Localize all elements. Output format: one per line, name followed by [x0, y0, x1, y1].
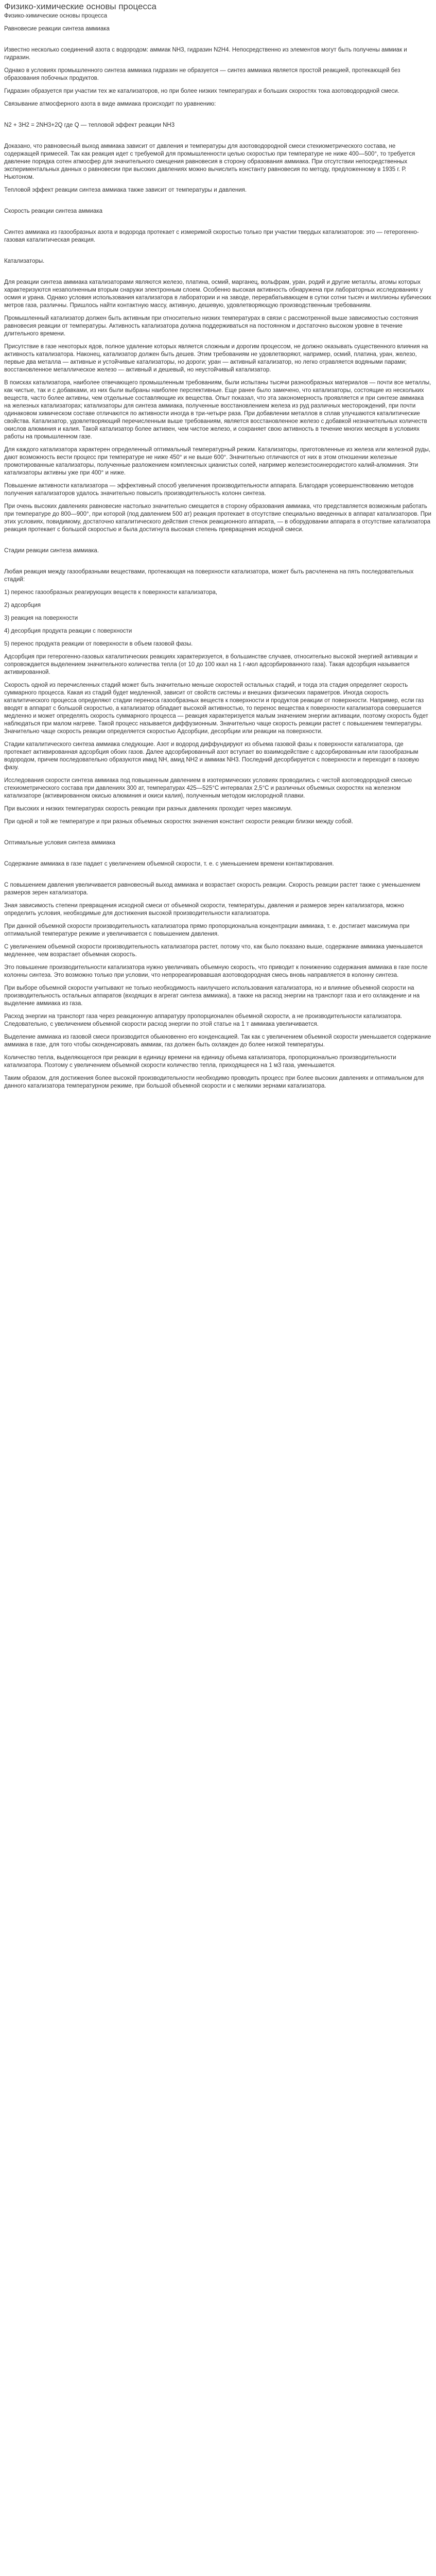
- paragraph: Это повышение производительности катализатора нужно увеличивать объемную скорость, что приводит к понижению содержания аммиака в газе после колонны синтеза. Это возможно только при условии, что непрореагировавшая азотоводородная смесь вновь направляется в колонну синтеза.: [4, 964, 428, 978]
- paragraph: С увеличением объемной скорости производительность катализатора растет, потому что, как было показано выше, содержание аммиака уменьшается медленнее, чем возрастает объемная скорость.: [4, 944, 423, 958]
- paragraph: Однако в условиях промышленного синтеза аммиака гидразин не образуется — синтез аммиака является простой реакцией, протекающей без образования побочных продуктов.: [4, 67, 400, 81]
- paragraph: При высоких и низких температурах скорость реакции при разных давлениях проходит через максимум.: [4, 806, 292, 812]
- paragraph: Любая реакция между газообразными веществами, протекающая на поверхности катализатора, может быть расчленена на пять последовательных стадий:: [4, 569, 414, 583]
- spacer: [4, 852, 432, 860]
- spacer: [4, 270, 432, 279]
- paragraph: Исследования скорости синтеза аммиака под повышенным давлением в изотермических условиях проводились с чистой азотоводородной смесью стехиометрического состава при давлениях 300 ат, температурах 425—525°С интервалах 2,5°С и различных объемных скоростях на железном катализаторе (активированном окисью алюминия и окиси калия), полученным методом кислородной плавки.: [4, 777, 412, 799]
- paragraph: Таким образом, для достижения более высокой производительности необходимо проводить процесс при более высоких давлениях и оптимальном для данного катализатора температурном режиме, при большой объемной скорости и с мелкими зернами катализатора.: [4, 1075, 424, 1089]
- paragraph: При одной и той же температуре и при разных объемных скоростях значения констант скорости реакции близки между собой.: [4, 819, 353, 825]
- paragraph: Стадии реакции синтеза аммиака.: [4, 548, 99, 554]
- paragraph: Катализаторы.: [4, 258, 45, 264]
- spacer: [4, 249, 432, 258]
- spacer: [4, 560, 432, 568]
- spacer: [4, 38, 432, 46]
- spacer: [4, 539, 432, 547]
- paragraph: Скорость реакции синтеза аммиака: [4, 208, 103, 214]
- paragraph: 5) перенос продукта реакции от поверхности в объем газовой фазы.: [4, 641, 193, 647]
- paragraph: Гидразин образуется при участии тех же катализаторов, но при более низких температурах и больших скоростях тока азотоводородной смеси.: [4, 88, 399, 94]
- paragraph: Зная зависимость степени превращения исходной смеси от объемной скорости, температуры, давления и размеров зерен катализатора, можно определить условия, необходимые для достижения высокой производительности катализатора.: [4, 903, 404, 917]
- paragraph: Тепловой эффект реакции синтеза аммиака также зависит от температуры и давления.: [4, 187, 247, 193]
- page-title: Физико-химические основы процесса: [4, 2, 156, 11]
- paragraph: Физико-химические основы процесса: [4, 13, 108, 19]
- spacer: [4, 221, 432, 229]
- article-page: [0, 0, 436, 1090]
- paragraph: При выборе объемной скорости учитывают не только необходимость наилучшего использования катализатора, но и влияние объемной скорости на производительность остальных аппаратов (входящих в агрегат синтеза аммиака), а также на расход энергии на транспорт газа и его охлаждение и на выделение аммиака из газа.: [4, 985, 420, 1007]
- paragraph: 4) десорбция продукта реакции с поверхности: [4, 628, 132, 634]
- paragraph: При данной объемной скорости производительность катализатора прямо пропорциональна концентрации аммиака, т. е. достигает максимума при оптимальной температуре режиме и увеличивается с повышением давления.: [4, 923, 410, 937]
- spacer: [4, 831, 432, 839]
- spacer: [4, 199, 432, 208]
- paragraph: Скорость одной из перечисленных стадий может быть значительно меньше скоростей остальных стадий, и тогда эта стадия определяет скорость суммарного процесса. Какая из стадий будет медленной, зависит от свойств системы и внешних физических параметров. Иногда скорость каталитического процесса определяют стадии переноса газообразных веществ к поверхности и продуктов реакции от поверхности. Например, если газ вводят в аппарат с большой скоростью, а катализатор обладает высокой активностью, то перенос вещества к поверхности катализатора совершается медленно и может определять скорость суммарного процесса — реакция характеризуется малым значением энергии активации, поэтому скорость будет наблюдаться при малом нагреве. Такой процесс называется диффузионным. Значительно чаще скорость реакции растет с повышением температуры. Значительно чаще скорость реакции определяется скоростью Адсорбции, десорбции или реакции на поверхности.: [4, 682, 428, 735]
- spacer: [4, 134, 432, 143]
- spacer: [4, 113, 432, 122]
- paragraph: Доказано, что равновесный выход аммиака зависит от давления и температуры для азотоводородной смеси стехиометрического состава, не содержащей примесей. Так как реакция идет с требуемой для промышленности целью скоростью при температуре не ниже 400—500°, то требуется давление порядка сотен атмосфер для значительного смещения равновесия в сторону образования аммиака. При отсутствии непосредственных экспериментальных данных о равновесии при высоких давлениях можно вычислить константу равновесия по методу, предложенному в 1935 г. Р. Ньютоном.: [4, 143, 415, 180]
- paragraph: Адсорбция при гетерогенно-газовых каталитических реакциях характеризуется, в большинстве случаев, относительно высокой энергией активации и сопровождается выделением значительного количества тепла (от 10 до 100 ккал на 1 г-мол адсорбированного газа). Такая адсорбция называется активированной.: [4, 654, 418, 675]
- article-body: [4, 12, 432, 1090]
- paragraph: Присутствие в газе некоторых ядов, полное удаление которых является сложным и дорогим процессом, не должно оказывать существенного влияния на активность катализатора. Наконец, катализатор должен быть дешев. Этим требованиям не удовлетворяют, например, осмий, платина, уран, железо, первые два металла — активные и устойчивые катализаторы, но дороги; уран — активный катализатор, но легко отравляется водяными парами; восстановленное металлическое железо — активный и дешевый, но неустойчивый катализатор.: [4, 344, 428, 373]
- paragraph: Синтез аммиака из газообразных азота и водорода протекает с измеримой скоростью только при участии твердых катализаторов: это — гетерогенно-газовая каталитическая реакция.: [4, 229, 419, 243]
- paragraph: При очень высоких давлениях равновесие настолько значительно смещается в сторону образования аммиака, что представляется возможным работать при температуре до 800—900°, при которой (под давлением 500 ат) реакция протекает в отсутствие специально введенных в аппарат катализаторов. При этих условиях, повидимому, достаточно каталитического действия стенок реакционного аппарата, — в оборудовании аппарата в отсутствие катализатора реакция протекает с большой скоростью и была достигнута высокая степень превращения исходной смеси.: [4, 503, 431, 533]
- paragraph: С повышением давления увеличивается равновесный выход аммиака и возрастает скорость реакции. Скорость реакции растет также с уменьшением размеров зерен катализатора.: [4, 882, 421, 896]
- paragraph: Связывание атмосферного азота в виде аммиака происходит по уравнению:: [4, 101, 216, 107]
- paragraph: Оптимальные условия синтеза аммиака: [4, 840, 116, 846]
- paragraph: Равновесие реакции синтеза аммиака: [4, 26, 110, 32]
- paragraph: Повышение активности катализатора — эффективный способ увеличения производительности аппарата. Благодаря усовершенствованию методов получения катализаторов удалось значительно повысить производительность колонн синтеза.: [4, 483, 414, 497]
- paragraph: В поисках катализатора, наиболее отвечающего промышленным требованиям, были испытаны тысячи разнообразных материалов — почти все металлы, как чистые, так и с добавками, из них были выбраны наиболее перспективные. Еще ранее было замечено, что катализаторы, состоящие из нескольких веществ, часто более активны, чем отдельные составляющие их вещества. Опыт показал, что эта закономерность проявляется и при синтезе аммиака на железных катализаторах; катализаторы для синтеза аммиака, полученные восстановлением железа из руд различных месторождений, при почти одинаковом химическом составе отличаются по активности иногда в три-четыре раза. При добавлении металлов в сплав улучшаются каталитические свойства. Катализатор, удовлетворяющий перечисленным выше требованиям, является восстановленное железо с добавкой незначительных количеств окислов алюминия и калия. Такой катализатор более активен, чем чистое железо, и сохраняет свою активность в течение многих месяцев в условиях работы на промышленном газе.: [4, 380, 431, 440]
- paragraph: N2 + 3H2 = 2NH3+2Q где Q — тепловой эффект реакции NH3: [4, 122, 175, 128]
- paragraph: Стадии каталитического синтеза аммиака следующие. Азот и водород диффундируют из объема газовой фазы к поверхности катализатора, где протекает активированная адсорбция обоих газов. Далее адсорбированный азот вступает во взаимодействие с адсорбированным или газообразным водородом, причем последовательно образуются имид NH, амид NH2 и аммиак NH3. Последний десорбируется с поверхности и переходит в газовую фазу.: [4, 741, 420, 771]
- paragraph: Для каждого катализатора характерен определенный оптимальный температурный режим. Катализаторы, приготовленные из железа или железной руды, дают возможность вести процесс при температуре не ниже 450° и не выше 600°. Значительно отличаются от них в этом отношении железные промотированные катализаторы, полученные разложением комплексных цианистых солей, например железистосинеродистого калий-алюминия. Эти катализаторы активны уже при 400° и ниже.: [4, 447, 431, 476]
- paragraph: 1) перенос газообразных реагирующих веществ к поверхности катализатора,: [4, 589, 218, 596]
- paragraph: Выделение аммиака из газовой смеси производится обыкновенно его конденсацией. Так как с увеличением объемной скорости уменьшается содержание аммиака в газе, для того чтобы сконденсировать аммиак, газ должен быть охлажден до более низкой температуры.: [4, 1034, 431, 1048]
- paragraph: 3) реакция на поверхности: [4, 615, 78, 621]
- paragraph: Количество тепла, выделяющегося при реакции в единицу времени на единицу объема катализатора, пропорционально производительности катализатора. Поэтому с увеличением объемной скорости количество тепла, приходящееся на 1 м3 газа, уменьшается.: [4, 1055, 396, 1069]
- paragraph: Известно несколько соединений азота с водородом: аммиак NH3, гидразин N2H4. Непосредственно из элементов могут быть получены аммиак и гидразин.: [4, 47, 407, 61]
- paragraph: Содержание аммиака в газе падает с увеличением объемной скорости, т. е. с уменьшением времени контактирования.: [4, 861, 334, 867]
- paragraph: 2) адсорбция: [4, 602, 41, 608]
- spacer: [4, 873, 432, 882]
- paragraph: Промышленный катализатор должен быть активным при относительно низких температурах в связи с рассмотренной выше зависимостью состояния равновесия реакции от температуры. Активность катализатора должна поддерживаться на постоянном и достаточно высоком уровне в течение длительного времени.: [4, 315, 418, 337]
- paragraph: Расход энергии на транспорт газа через реакционную аппаратуру пропорционален объемной скорости, а не производительности катализатора. Следовательно, с увеличением объемной скорости расход энергии по этой статье на 1 т аммиака увеличивается.: [4, 1013, 403, 1027]
- paragraph: Для реакции синтеза аммиака катализаторами являются железо, платина, осмий, марганец, вольфрам, уран, родий и другие металлы, атомы которых характеризуются незаполненным вторым снаружи электронным слоем. Особенно высокая активность обнаружена при лабораторных исследованиях у осмия и урана. Однако условия использования катализатора в лаборатории и на заводе, перерабатывающем в сутки сотни тысяч и миллионы кубических метров газа, различны. Пришлось найти контактную массу, активную, дешевую, удовлетворяющую производственным требованиям.: [4, 279, 431, 309]
